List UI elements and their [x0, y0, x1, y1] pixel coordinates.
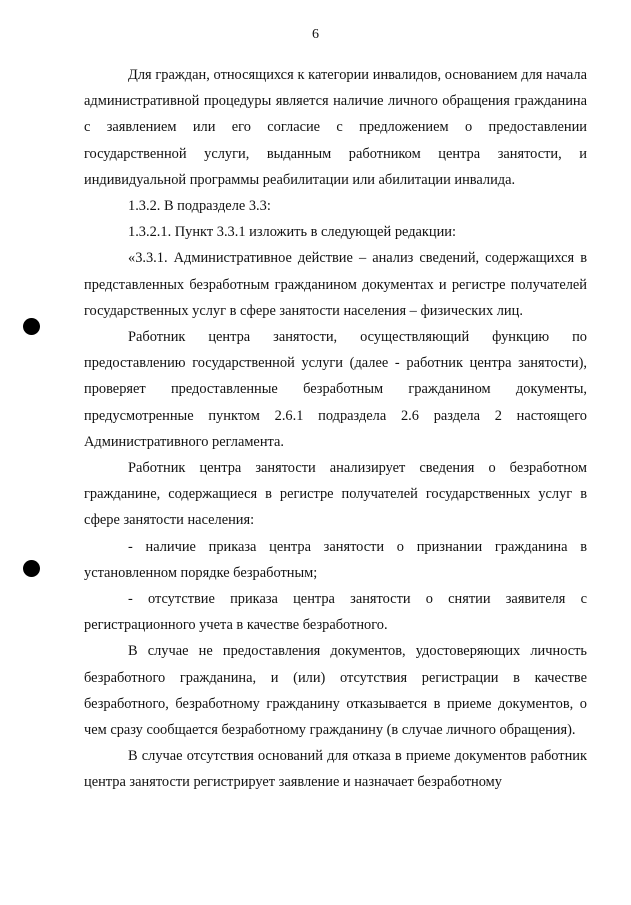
paragraph-employee-analyzes: Работник центра занятости анализирует сведения о безработном гражданине, содержащиеся в регистре получателей государственных услуг в сфере занятости населения: — [84, 460, 587, 529]
paragraph-clause-3-3-1-intro: 1.3.2.1. Пункт 3.3.1 изложить в следующей редакции: — [128, 224, 457, 241]
paragraph-subsection-3-3: 1.3.2. В подразделе 3.3: — [128, 198, 271, 215]
paragraph-disabled-citizens: Для граждан, относящихся к категории инвалидов, основанием для начала административной процедуры является наличие личного обращения гражданина с заявлением или его согласие с предложением о предоставлении государственной услуги, выданным работником центра занятости, и индивидуальной программы реабилитации или абилитации инвалида. — [84, 67, 587, 188]
paragraph-employee-checks: Работник центра занятости, осуществляющий функцию по предоставлению государственной услуги (далее - работник центра занятости), проверяет предоставленные безработным гражданином документы, предусмотренные пунктом 2.6.1 подраздела 2.6 раздела 2 настоящего Административного регламента. — [84, 329, 587, 450]
document-body — [84, 62, 587, 796]
paragraph-administrative-action: «3.3.1. Административное действие – анализ сведений, содержащихся в представленных безработным гражданином документах и регистре получателей государственных услуг в сфере занятости населения – физических лиц. — [84, 250, 587, 319]
paragraph-refusal: В случае не предоставления документов, удостоверяющих личность безработного гражданина, и (или) отсутствия регистрации в качестве безработного, безработному гражданину отказывается в приеме документов, о чем сразу сообщается безработному гражданину (в случае личного обращения). — [84, 643, 587, 739]
punch-hole-top — [23, 318, 40, 335]
punch-hole-bottom — [23, 560, 40, 577]
list-item-order-absent: - отсутствие приказа центра занятости о снятии заявителя с регистрационного учета в качестве безработного. — [84, 591, 587, 634]
page-number: 6 — [312, 27, 319, 42]
list-item-order-present: - наличие приказа центра занятости о признании гражданина в установленном порядке безработным; — [84, 538, 587, 581]
paragraph-no-grounds: В случае отсутствия оснований для отказа в приеме документов работник центра занятости регистрирует заявление и назначает безработному — [84, 748, 587, 791]
